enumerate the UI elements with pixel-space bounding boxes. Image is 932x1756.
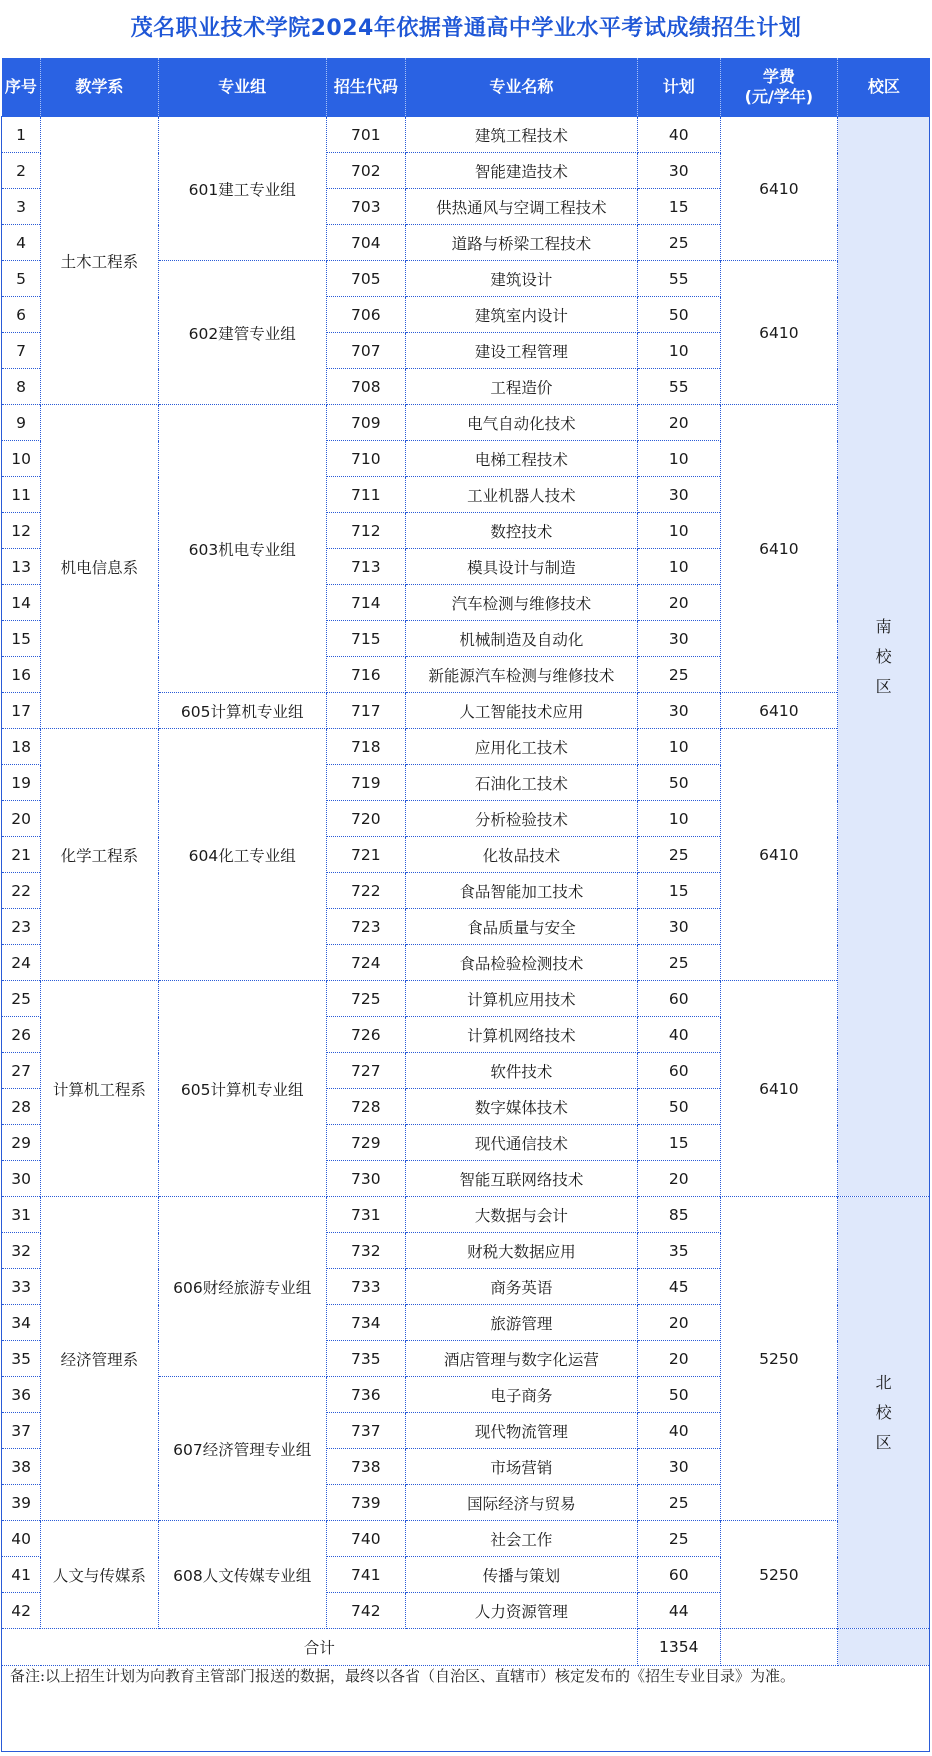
plan-cell: 10	[637, 441, 720, 477]
plan-cell: 45	[637, 1269, 720, 1305]
major-cell: 建设工程管理	[406, 333, 638, 369]
seq-cell: 4	[2, 225, 41, 261]
code-cell: 721	[326, 837, 405, 873]
code-cell: 719	[326, 765, 405, 801]
seq-cell: 30	[2, 1161, 41, 1197]
seq-cell: 12	[2, 513, 41, 549]
department-cell: 经济管理系	[41, 1197, 159, 1521]
plan-cell: 25	[637, 1521, 720, 1557]
major-cell: 道路与桥梁工程技术	[406, 225, 638, 261]
seq-cell: 42	[2, 1593, 41, 1629]
table-row	[2, 729, 930, 765]
plan-cell: 25	[637, 837, 720, 873]
seq-cell: 27	[2, 1053, 41, 1089]
code-cell: 730	[326, 1161, 405, 1197]
major-cell: 人工智能技术应用	[406, 693, 638, 729]
major-cell: 市场营销	[406, 1449, 638, 1485]
page-title: 茂名职业技术学院2024年依据普通高中学业水平考试成绩招生计划	[130, 16, 802, 41]
major-cell: 供热通风与空调工程技术	[406, 189, 638, 225]
code-cell: 718	[326, 729, 405, 765]
code-cell: 728	[326, 1089, 405, 1125]
seq-cell: 40	[2, 1521, 41, 1557]
seq-cell: 2	[2, 153, 41, 189]
seq-cell: 11	[2, 477, 41, 513]
code-cell: 714	[326, 585, 405, 621]
code-cell: 703	[326, 189, 405, 225]
fee-cell: 6410	[720, 117, 838, 261]
department-cell: 人文与传媒系	[41, 1521, 159, 1629]
seq-cell: 16	[2, 657, 41, 693]
code-cell: 707	[326, 333, 405, 369]
major-cell: 食品质量与安全	[406, 909, 638, 945]
major-cell: 社会工作	[406, 1521, 638, 1557]
code-cell: 729	[326, 1125, 405, 1161]
plan-cell: 30	[637, 909, 720, 945]
code-cell: 705	[326, 261, 405, 297]
seq-cell: 29	[2, 1125, 41, 1161]
code-cell: 740	[326, 1521, 405, 1557]
code-cell: 742	[326, 1593, 405, 1629]
major-cell: 智能建造技术	[406, 153, 638, 189]
campus-label: 南校区	[875, 616, 892, 696]
seq-cell: 20	[2, 801, 41, 837]
major-cell: 智能互联网络技术	[406, 1161, 638, 1197]
group-cell: 608人文传媒专业组	[158, 1521, 326, 1629]
footnote: 备注:以上招生计划为向教育主管部门报送的数据，最终以各省（自治区、直辖市）核定发布的《招生专业目录》为准。	[1, 1642, 930, 1752]
group-cell: 603机电专业组	[158, 405, 326, 693]
seq-cell: 18	[2, 729, 41, 765]
fee-cell: 6410	[720, 729, 838, 981]
major-cell: 机械制造及自动化	[406, 621, 638, 657]
plan-cell: 25	[637, 1485, 720, 1521]
code-cell: 733	[326, 1269, 405, 1305]
plan-cell: 50	[637, 765, 720, 801]
code-cell: 720	[326, 801, 405, 837]
plan-cell: 10	[637, 729, 720, 765]
seq-cell: 32	[2, 1233, 41, 1269]
seq-cell: 38	[2, 1449, 41, 1485]
total-label: 合计	[2, 1629, 638, 1666]
table-row	[2, 981, 930, 1017]
plan-cell: 40	[637, 1017, 720, 1053]
plan-cell: 60	[637, 981, 720, 1017]
group-cell: 605计算机专业组	[158, 981, 326, 1197]
code-cell: 738	[326, 1449, 405, 1485]
seq-cell: 1	[2, 117, 41, 153]
table-row	[2, 1521, 930, 1557]
group-cell: 602建管专业组	[158, 261, 326, 405]
seq-cell: 34	[2, 1305, 41, 1341]
plan-cell: 15	[637, 873, 720, 909]
major-cell: 建筑工程技术	[406, 117, 638, 153]
code-cell: 737	[326, 1413, 405, 1449]
campus-cell	[838, 117, 930, 1197]
major-cell: 软件技术	[406, 1053, 638, 1089]
major-cell: 应用化工技术	[406, 729, 638, 765]
group-cell: 601建工专业组	[158, 117, 326, 261]
seq-cell: 28	[2, 1089, 41, 1125]
code-cell: 715	[326, 621, 405, 657]
code-cell: 731	[326, 1197, 405, 1233]
plan-cell: 30	[637, 693, 720, 729]
major-cell: 化妆品技术	[406, 837, 638, 873]
plan-cell: 40	[637, 1413, 720, 1449]
major-cell: 现代通信技术	[406, 1125, 638, 1161]
plan-cell: 44	[637, 1593, 720, 1629]
major-cell: 石油化工技术	[406, 765, 638, 801]
code-cell: 722	[326, 873, 405, 909]
plan-cell: 10	[637, 549, 720, 585]
major-cell: 新能源汽车检测与维修技术	[406, 657, 638, 693]
plan-cell: 10	[637, 513, 720, 549]
seq-cell: 36	[2, 1377, 41, 1413]
major-cell: 大数据与会计	[406, 1197, 638, 1233]
plan-cell: 30	[637, 1449, 720, 1485]
code-cell: 724	[326, 945, 405, 981]
seq-cell: 19	[2, 765, 41, 801]
header-code: 招生代码	[326, 58, 405, 117]
seq-cell: 37	[2, 1413, 41, 1449]
seq-cell: 24	[2, 945, 41, 981]
code-cell: 716	[326, 657, 405, 693]
department-cell: 计算机工程系	[41, 981, 159, 1197]
seq-cell: 8	[2, 369, 41, 405]
major-cell: 电梯工程技术	[406, 441, 638, 477]
major-cell: 传播与策划	[406, 1557, 638, 1593]
plan-cell: 55	[637, 369, 720, 405]
plan-cell: 60	[637, 1053, 720, 1089]
fee-cell: 6410	[720, 693, 838, 729]
major-cell: 工程造价	[406, 369, 638, 405]
seq-cell: 7	[2, 333, 41, 369]
plan-cell: 60	[637, 1557, 720, 1593]
code-cell: 704	[326, 225, 405, 261]
campus-cell	[838, 1197, 930, 1629]
group-cell: 607经济管理专业组	[158, 1377, 326, 1521]
seq-cell: 23	[2, 909, 41, 945]
table-row	[2, 117, 930, 153]
seq-cell: 15	[2, 621, 41, 657]
major-cell: 分析检验技术	[406, 801, 638, 837]
seq-cell: 35	[2, 1341, 41, 1377]
seq-cell: 9	[2, 405, 41, 441]
major-cell: 食品检验检测技术	[406, 945, 638, 981]
plan-cell: 15	[637, 1125, 720, 1161]
major-cell: 商务英语	[406, 1269, 638, 1305]
header-plan: 计划	[637, 58, 720, 117]
seq-cell: 6	[2, 297, 41, 333]
code-cell: 717	[326, 693, 405, 729]
enrollment-plan-table	[1, 58, 930, 1666]
plan-cell: 20	[637, 585, 720, 621]
plan-cell: 40	[637, 117, 720, 153]
code-cell: 701	[326, 117, 405, 153]
major-cell: 计算机应用技术	[406, 981, 638, 1017]
plan-cell: 25	[637, 225, 720, 261]
major-cell: 财税大数据应用	[406, 1233, 638, 1269]
seq-cell: 5	[2, 261, 41, 297]
group-cell: 606财经旅游专业组	[158, 1197, 326, 1377]
code-cell: 702	[326, 153, 405, 189]
fee-cell: 5250	[720, 1521, 838, 1629]
plan-cell: 20	[637, 1341, 720, 1377]
major-cell: 汽车检测与维修技术	[406, 585, 638, 621]
header-campus: 校区	[838, 58, 930, 117]
code-cell: 710	[326, 441, 405, 477]
plan-cell: 30	[637, 153, 720, 189]
seq-cell: 25	[2, 981, 41, 1017]
seq-cell: 13	[2, 549, 41, 585]
seq-cell: 22	[2, 873, 41, 909]
major-cell: 数字媒体技术	[406, 1089, 638, 1125]
code-cell: 723	[326, 909, 405, 945]
code-cell: 725	[326, 981, 405, 1017]
code-cell: 734	[326, 1305, 405, 1341]
seq-cell: 3	[2, 189, 41, 225]
header-department: 教学系	[41, 58, 159, 117]
header-group: 专业组	[158, 58, 326, 117]
major-cell: 数控技术	[406, 513, 638, 549]
seq-cell: 33	[2, 1269, 41, 1305]
header-seq: 序号	[2, 58, 41, 117]
seq-cell: 31	[2, 1197, 41, 1233]
header-row	[2, 58, 930, 117]
plan-cell: 25	[637, 945, 720, 981]
major-cell: 工业机器人技术	[406, 477, 638, 513]
table-body	[2, 117, 930, 1666]
major-cell: 食品智能加工技术	[406, 873, 638, 909]
plan-cell: 50	[637, 297, 720, 333]
plan-cell: 50	[637, 1089, 720, 1125]
seq-cell: 10	[2, 441, 41, 477]
code-cell: 706	[326, 297, 405, 333]
major-cell: 模具设计与制造	[406, 549, 638, 585]
seq-cell: 26	[2, 1017, 41, 1053]
code-cell: 735	[326, 1341, 405, 1377]
plan-cell: 85	[637, 1197, 720, 1233]
code-cell: 711	[326, 477, 405, 513]
department-cell: 土木工程系	[41, 117, 159, 405]
header-major: 专业名称	[406, 58, 638, 117]
seq-cell: 21	[2, 837, 41, 873]
plan-cell: 20	[637, 1161, 720, 1197]
department-cell: 机电信息系	[41, 405, 159, 729]
header-fee-line1: 学费	[762, 67, 795, 86]
code-cell: 736	[326, 1377, 405, 1413]
seq-cell: 41	[2, 1557, 41, 1593]
code-cell: 739	[326, 1485, 405, 1521]
plan-cell: 30	[637, 621, 720, 657]
campus-label: 北校区	[875, 1372, 892, 1452]
group-cell: 605计算机专业组	[158, 693, 326, 729]
fee-cell: 6410	[720, 261, 838, 405]
major-cell: 建筑设计	[406, 261, 638, 297]
plan-cell: 30	[637, 477, 720, 513]
code-cell: 712	[326, 513, 405, 549]
code-cell: 709	[326, 405, 405, 441]
plan-cell: 55	[637, 261, 720, 297]
major-cell: 人力资源管理	[406, 1593, 638, 1629]
department-cell: 化学工程系	[41, 729, 159, 981]
plan-cell: 20	[637, 405, 720, 441]
code-cell: 741	[326, 1557, 405, 1593]
plan-cell: 50	[637, 1377, 720, 1413]
plan-cell: 25	[637, 657, 720, 693]
table-row	[2, 1197, 930, 1233]
plan-cell: 15	[637, 189, 720, 225]
major-cell: 电气自动化技术	[406, 405, 638, 441]
seq-cell: 17	[2, 693, 41, 729]
major-cell: 旅游管理	[406, 1305, 638, 1341]
code-cell: 732	[326, 1233, 405, 1269]
table-row	[2, 405, 930, 441]
fee-cell: 6410	[720, 981, 838, 1197]
major-cell: 国际经济与贸易	[406, 1485, 638, 1521]
header-fee-line2: (元/学年)	[744, 87, 814, 106]
code-cell: 713	[326, 549, 405, 585]
major-cell: 现代物流管理	[406, 1413, 638, 1449]
plan-cell: 10	[637, 801, 720, 837]
group-cell: 604化工专业组	[158, 729, 326, 981]
seq-cell: 14	[2, 585, 41, 621]
plan-cell: 20	[637, 1305, 720, 1341]
code-cell: 708	[326, 369, 405, 405]
major-cell: 电子商务	[406, 1377, 638, 1413]
fee-cell: 5250	[720, 1197, 838, 1521]
major-cell: 计算机网络技术	[406, 1017, 638, 1053]
code-cell: 726	[326, 1017, 405, 1053]
fee-cell: 6410	[720, 405, 838, 693]
header-fee	[720, 58, 838, 117]
seq-cell: 39	[2, 1485, 41, 1521]
total-value: 1354	[637, 1629, 720, 1666]
plan-cell: 10	[637, 333, 720, 369]
plan-cell: 35	[637, 1233, 720, 1269]
major-cell: 酒店管理与数字化运营	[406, 1341, 638, 1377]
major-cell: 建筑室内设计	[406, 297, 638, 333]
code-cell: 727	[326, 1053, 405, 1089]
